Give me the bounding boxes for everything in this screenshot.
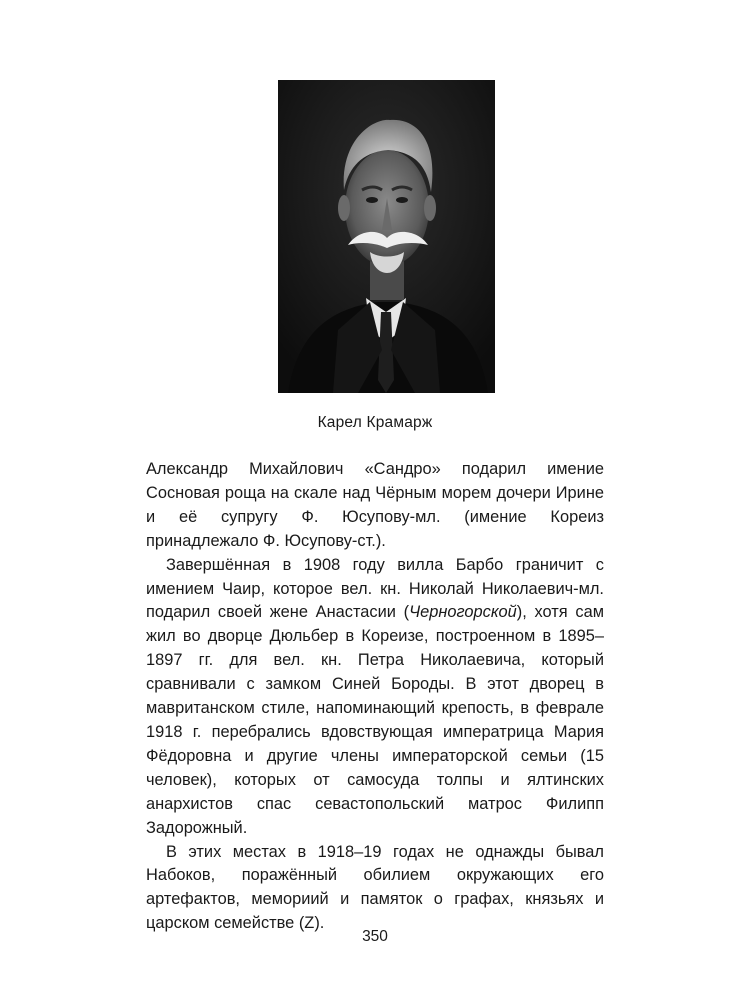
portrait-illustration: [278, 80, 495, 393]
photo-caption: Карел Крамарж: [317, 414, 433, 431]
paragraph-3: В этих местах в 1918–19 годах не однажды бывал Набоков, поражённый обилием окружающих его артефактов, мемориий и памяток о графах, князьях и царском семействе (Z).: [146, 842, 604, 933]
portrait-photo: [278, 80, 495, 393]
paragraph-2: [146, 554, 604, 841]
body-text: [146, 458, 604, 936]
paragraph-2-text-end: ), хотя сам жил во дворце Дюльбер в Кореизе, построенном в 1895–1897 гг. для вел. кн. Петра Николаевича, который сравнивали с замком Синей Бороды. В этот дворец в мавританском стиле, напоминающий крепость, в феврале 1918 г. перебрались вдовствующая императрица Мария Фёдоровна и другие члены императорской семьи (15 человек), которых от самосуда толпы и ялтинских анархистов спас севастопольский матрос Филипп Задорожный.: [146, 603, 604, 837]
page-number: 350: [362, 928, 388, 945]
paragraph-1: Александр Михайлович «Сандро» подарил имение Сосновая роща на скале над Чёрным морем дочери Ирине и её супругу Ф. Юсупову-мл. (имение Кореиз принадлежало Ф. Юсупову-ст.).: [146, 460, 604, 550]
paragraph-2-text-start: Завершённая в 1908 году вилла Барбо граничит с имением Чаир, которое вел. кн. Николай Николаевич-мл. подарил своей жене Анастасии (: [146, 555, 604, 622]
paragraph-2-italic-text: Черногорской: [409, 603, 517, 622]
